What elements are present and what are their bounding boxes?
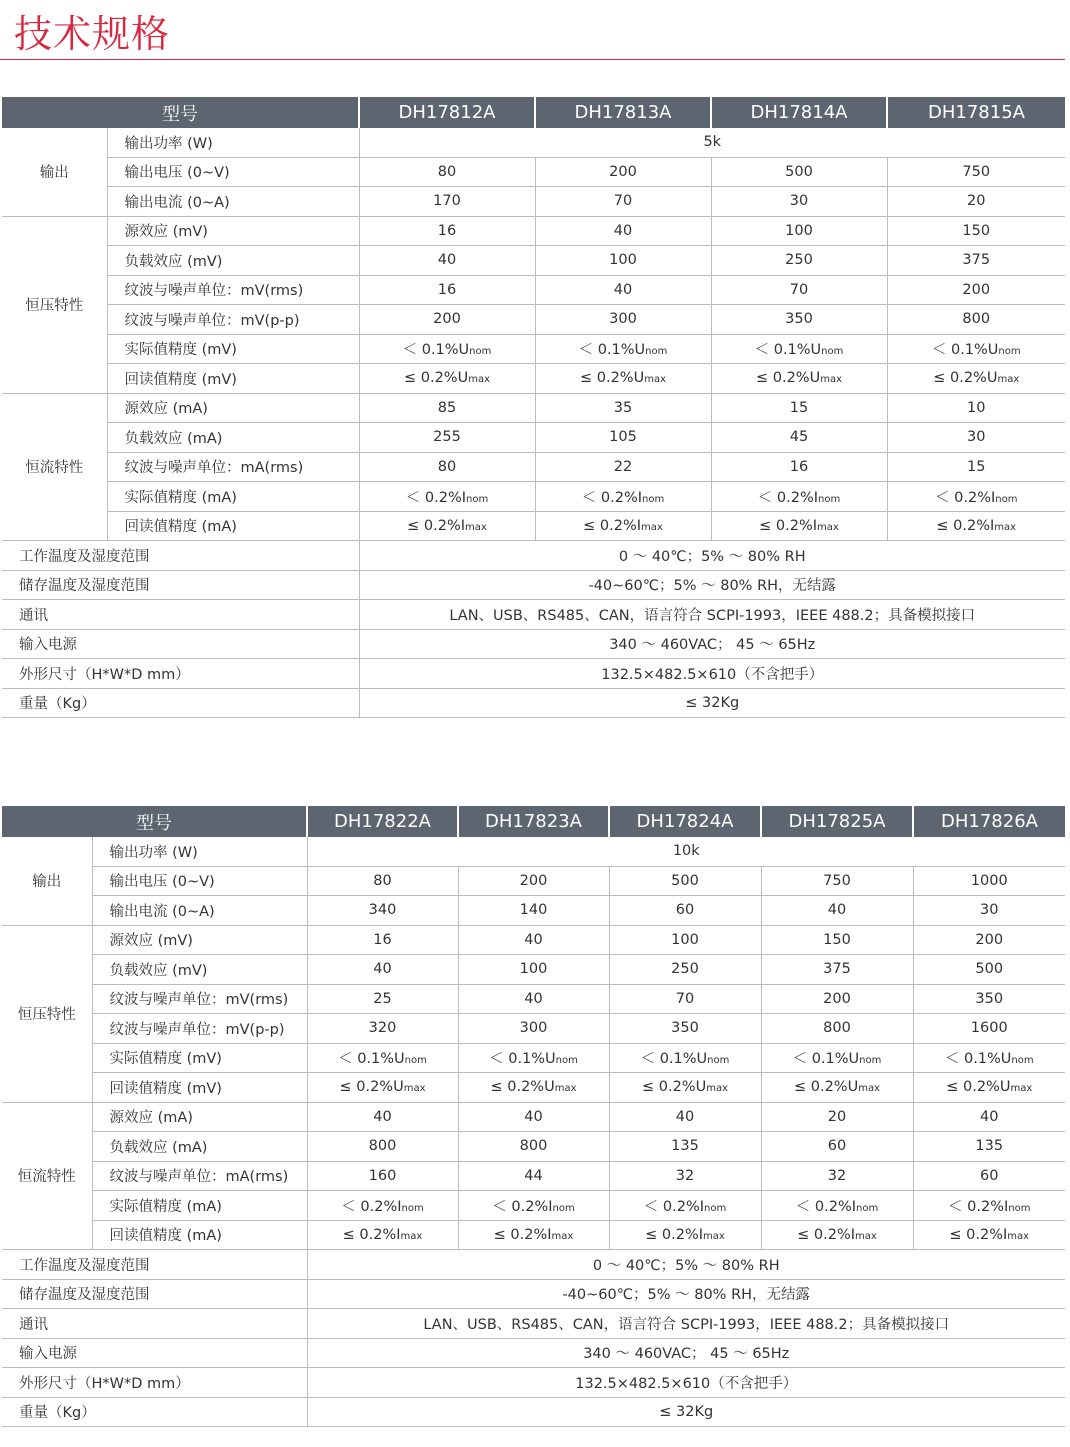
spec-value-cell: 160: [307, 1161, 458, 1191]
value-subscript: nom: [401, 1202, 424, 1214]
spec-label-cell: 负载效应 (mV): [107, 246, 359, 276]
general-label-cell: 工作温度及湿度范围: [2, 541, 359, 571]
value-subscript: max: [641, 521, 663, 533]
spec-label-cell: 纹波与噪声单位：mA(rms): [92, 1161, 307, 1191]
spec-value-cell: 200: [535, 157, 711, 187]
spec-label-cell: 输出功率 (W): [107, 128, 359, 157]
value-subscript: max: [817, 521, 839, 533]
spec-value-cell: 60: [609, 896, 761, 926]
spec-value-cell: 340: [307, 896, 458, 926]
spec-value-cell: 70: [535, 187, 711, 217]
spec-value-cell: 140: [458, 896, 609, 926]
spec-value-cell: 100: [458, 955, 609, 985]
spec-value-cell: 40: [913, 1102, 1065, 1132]
value-subscript: nom: [555, 1055, 578, 1067]
spec-label-cell: 实际值精度 (mV): [92, 1043, 307, 1073]
spec-value-cell: 16: [307, 925, 458, 955]
general-value-cell: 0 ～ 40℃；5% ～ 80% RH: [307, 1250, 1065, 1280]
spec-value-cell: 35: [535, 393, 711, 423]
spec-value-cell: 1000: [913, 866, 1065, 896]
general-value-cell: -40~60℃；5% ～ 80% RH，无结露: [307, 1279, 1065, 1309]
spec-label-cell: 输出电压 (0~V): [107, 157, 359, 187]
general-row: [2, 600, 1065, 630]
spec-row: [2, 984, 1065, 1014]
spec-value-cell: ≤ 0.2%Imax: [307, 1220, 458, 1250]
general-value-cell: LAN、USB、RS485、CAN，语言符合 SCPI-1993，IEEE 488.2；具备模拟接口: [359, 600, 1065, 630]
spec-row: [2, 128, 1065, 157]
value-subscript: max: [403, 1083, 426, 1095]
value-subscript: nom: [645, 346, 668, 358]
general-value-cell: ≤ 32Kg: [307, 1397, 1065, 1427]
spec-value-cell: 250: [711, 246, 887, 276]
spec-row: [2, 334, 1065, 364]
value-subscript: max: [1010, 1083, 1033, 1095]
spec-value-cell: 800: [307, 1132, 458, 1162]
spec-value-cell: 300: [535, 305, 711, 335]
general-label-cell: 储存温度及湿度范围: [2, 1279, 307, 1309]
general-label-cell: 重量（Kg）: [2, 688, 359, 718]
spec-value-cell: ＜ 0.2%Inom: [761, 1191, 913, 1221]
value-subscript: max: [400, 1230, 423, 1242]
spec-value-cell: ＜ 0.1%Unom: [887, 334, 1065, 364]
table-header: [2, 97, 1065, 128]
spec-label-cell: 源效应 (mA): [107, 393, 359, 423]
general-row: [2, 541, 1065, 571]
spec-value-cell: ＜ 0.1%Unom: [458, 1043, 609, 1073]
spec-value-cell: 750: [887, 157, 1065, 187]
spec-row: [2, 305, 1065, 335]
spec-value-cell: 200: [458, 866, 609, 896]
spec-label-cell: 纹波与噪声单位：mV(rms): [92, 984, 307, 1014]
spec-label-cell: 纹波与噪声单位：mV(p-p): [92, 1014, 307, 1044]
value-subscript: nom: [1011, 1055, 1034, 1067]
spec-label-cell: 纹波与噪声单位：mV(rms): [107, 275, 359, 305]
spec-value-cell: 16: [359, 275, 535, 305]
spec-row: [2, 1191, 1065, 1221]
spec-value-cell: 16: [711, 452, 887, 482]
spec-value-cell: 30: [913, 896, 1065, 926]
spec-value-cell: 250: [609, 955, 761, 985]
spec-row: [2, 246, 1065, 276]
spec-value-cell: 1600: [913, 1014, 1065, 1044]
spec-value-cell: ＜ 0.2%Inom: [535, 482, 711, 512]
general-value-cell: LAN、USB、RS485、CAN，语言符合 SCPI-1993，IEEE 488.2；具备模拟接口: [307, 1309, 1065, 1339]
spec-value-cell: ＜ 0.2%Inom: [359, 482, 535, 512]
spec-table-1: [2, 97, 1065, 718]
spec-value-cell: ＜ 0.1%Unom: [609, 1043, 761, 1073]
spec-row: [2, 955, 1065, 985]
general-label-cell: 输入电源: [2, 629, 359, 659]
table-body: [2, 128, 1065, 718]
spec-row: [2, 1161, 1065, 1191]
group-label-cell: 恒流特性: [2, 1102, 92, 1250]
value-subscript: max: [820, 374, 842, 386]
spec-value-cell: ≤ 0.2%Umax: [711, 364, 887, 394]
model-name-cell: DH17814A: [711, 97, 887, 128]
spec-row: [2, 187, 1065, 217]
spec-value-cell: 40: [458, 925, 609, 955]
spec-value-cell: ＜ 0.2%Inom: [609, 1191, 761, 1221]
spec-value-cell: 375: [761, 955, 913, 985]
general-value-cell: 340 ～ 460VAC； 45 ～ 65Hz: [359, 629, 1065, 659]
spec-value-cell: 800: [761, 1014, 913, 1044]
spec-table-2: [2, 806, 1065, 1427]
spec-value-cell: 40: [307, 955, 458, 985]
spec-value-cell: 100: [535, 246, 711, 276]
spec-value-cell: 32: [761, 1161, 913, 1191]
spec-value-cell: 135: [609, 1132, 761, 1162]
spec-value-cell: 150: [887, 216, 1065, 246]
spec-label-cell: 负载效应 (mA): [107, 423, 359, 453]
spec-value-cell: ≤ 0.2%Imax: [535, 511, 711, 541]
spec-value-cell: 60: [761, 1132, 913, 1162]
spec-value-cell: ≤ 0.2%Umax: [359, 364, 535, 394]
spec-row: [2, 1043, 1065, 1073]
spec-value-cell: 30: [887, 423, 1065, 453]
spec-value-cell: ≤ 0.2%Umax: [913, 1073, 1065, 1103]
general-row: [2, 1368, 1065, 1398]
spec-value-cell: ≤ 0.2%Imax: [359, 511, 535, 541]
spec-row: [2, 1014, 1065, 1044]
spec-value-cell: 350: [711, 305, 887, 335]
general-row: [2, 1279, 1065, 1309]
general-label-cell: 工作温度及湿度范围: [2, 1250, 307, 1280]
spec-row: [2, 1073, 1065, 1103]
title-divider: [0, 59, 1065, 60]
spec-value-cell: 200: [359, 305, 535, 335]
value-subscript: max: [994, 521, 1017, 533]
model-name-cell: DH17823A: [458, 806, 609, 837]
spec-value-cell: 200: [913, 925, 1065, 955]
spec-row: [2, 837, 1065, 866]
spec-label-cell: 输出电压 (0~V): [92, 866, 307, 896]
spec-value-cell: 100: [609, 925, 761, 955]
spec-span-value-cell: 10k: [307, 837, 1065, 866]
spec-value-cell: ≤ 0.2%Imax: [458, 1220, 609, 1250]
spec-value-cell: 20: [761, 1102, 913, 1132]
model-name-cell: DH17815A: [887, 97, 1065, 128]
group-label-cell: 恒流特性: [2, 393, 107, 541]
model-name-cell: DH17824A: [609, 806, 761, 837]
value-subscript: max: [997, 374, 1020, 386]
general-value-cell: 132.5×482.5×610（不含把手）: [359, 659, 1065, 689]
value-subscript: nom: [995, 493, 1018, 505]
general-label-cell: 外形尺寸（H*W*D mm）: [2, 659, 359, 689]
spec-value-cell: ＜ 0.2%Inom: [458, 1191, 609, 1221]
general-row: [2, 1250, 1065, 1280]
general-label-cell: 外形尺寸（H*W*D mm）: [2, 1368, 307, 1398]
table-body: [2, 837, 1065, 1427]
spec-value-cell: 25: [307, 984, 458, 1014]
spec-row: [2, 1102, 1065, 1132]
spec-value-cell: ≤ 0.2%Umax: [887, 364, 1065, 394]
spec-row: [2, 866, 1065, 896]
value-subscript: nom: [1008, 1202, 1031, 1214]
spec-value-cell: ≤ 0.2%Imax: [761, 1220, 913, 1250]
spec-value-cell: ≤ 0.2%Imax: [913, 1220, 1065, 1250]
spec-value-cell: 32: [609, 1161, 761, 1191]
spec-label-cell: 源效应 (mA): [92, 1102, 307, 1132]
spec-label-cell: 输出功率 (W): [92, 837, 307, 866]
general-label-cell: 输入电源: [2, 1338, 307, 1368]
spec-value-cell: 40: [458, 1102, 609, 1132]
spec-value-cell: 350: [913, 984, 1065, 1014]
spec-value-cell: 10: [887, 393, 1065, 423]
value-subscript: nom: [466, 493, 489, 505]
spec-label-cell: 回读值精度 (mV): [107, 364, 359, 394]
value-subscript: max: [706, 1083, 728, 1095]
general-row: [2, 570, 1065, 600]
general-value-cell: 132.5×482.5×610（不含把手）: [307, 1368, 1065, 1398]
spec-value-cell: ＜ 0.2%Inom: [913, 1191, 1065, 1221]
value-subscript: nom: [707, 1055, 730, 1067]
spec-value-cell: ＜ 0.1%Unom: [761, 1043, 913, 1073]
spec-value-cell: ≤ 0.2%Umax: [307, 1073, 458, 1103]
group-label-cell: 输出: [2, 128, 107, 216]
spec-value-cell: 255: [359, 423, 535, 453]
spec-value-cell: ＜ 0.2%Inom: [887, 482, 1065, 512]
value-subscript: nom: [859, 1055, 882, 1067]
value-subscript: max: [468, 374, 490, 386]
general-value-cell: 0 ～ 40℃；5% ～ 80% RH: [359, 541, 1065, 571]
spec-value-cell: 40: [609, 1102, 761, 1132]
table-header: [2, 806, 1065, 837]
spec-value-cell: 45: [711, 423, 887, 453]
value-subscript: nom: [552, 1202, 575, 1214]
value-subscript: nom: [818, 493, 841, 505]
spec-label-cell: 实际值精度 (mA): [92, 1191, 307, 1221]
spec-value-cell: 80: [359, 452, 535, 482]
general-row: [2, 659, 1065, 689]
spec-value-cell: 375: [887, 246, 1065, 276]
spec-value-cell: 40: [307, 1102, 458, 1132]
spec-value-cell: 40: [535, 216, 711, 246]
spec-value-cell: ＜ 0.1%Unom: [711, 334, 887, 364]
spec-value-cell: 16: [359, 216, 535, 246]
value-subscript: max: [465, 521, 487, 533]
general-row: [2, 688, 1065, 718]
spec-value-cell: 40: [535, 275, 711, 305]
spec-row: [2, 275, 1065, 305]
spec-label-cell: 纹波与噪声单位：mA(rms): [107, 452, 359, 482]
model-name-cell: DH17822A: [307, 806, 458, 837]
spec-value-cell: ≤ 0.2%Umax: [535, 364, 711, 394]
spec-row: [2, 1220, 1065, 1250]
model-name-cell: DH17825A: [761, 806, 913, 837]
general-label-cell: 重量（Kg）: [2, 1397, 307, 1427]
spec-label-cell: 负载效应 (mA): [92, 1132, 307, 1162]
value-subscript: nom: [856, 1202, 879, 1214]
spec-row: [2, 157, 1065, 187]
model-name-cell: DH17812A: [359, 97, 535, 128]
spec-row: [2, 482, 1065, 512]
spec-value-cell: ≤ 0.2%Imax: [711, 511, 887, 541]
spec-value-cell: 60: [913, 1161, 1065, 1191]
model-label-cell: 型号: [2, 806, 307, 837]
spec-value-cell: 320: [307, 1014, 458, 1044]
spec-value-cell: 150: [761, 925, 913, 955]
spec-span-value-cell: 5k: [359, 128, 1065, 157]
spec-value-cell: 85: [359, 393, 535, 423]
general-label-cell: 通讯: [2, 1309, 307, 1339]
spec-value-cell: 80: [307, 866, 458, 896]
general-value-cell: 340 ～ 460VAC； 45 ～ 65Hz: [307, 1338, 1065, 1368]
spec-label-cell: 回读值精度 (mA): [92, 1220, 307, 1250]
spec-row: [2, 216, 1065, 246]
spec-row: [2, 393, 1065, 423]
header-row: [2, 97, 1065, 128]
general-row: [2, 1309, 1065, 1339]
general-row: [2, 1338, 1065, 1368]
page-title: 技术规格: [14, 12, 171, 56]
value-subscript: max: [1007, 1230, 1030, 1242]
spec-value-cell: 40: [761, 896, 913, 926]
spec-value-cell: ＜ 0.1%Unom: [535, 334, 711, 364]
general-label-cell: 通讯: [2, 600, 359, 630]
spec-value-cell: 300: [458, 1014, 609, 1044]
spec-value-cell: 40: [359, 246, 535, 276]
spec-row: [2, 511, 1065, 541]
spec-value-cell: 200: [761, 984, 913, 1014]
model-name-cell: DH17826A: [913, 806, 1065, 837]
spec-value-cell: 350: [609, 1014, 761, 1044]
model-name-cell: DH17813A: [535, 97, 711, 128]
value-subscript: nom: [998, 346, 1021, 358]
value-subscript: max: [858, 1083, 880, 1095]
general-label-cell: 储存温度及湿度范围: [2, 570, 359, 600]
value-subscript: nom: [821, 346, 844, 358]
spec-value-cell: 500: [711, 157, 887, 187]
spec-label-cell: 回读值精度 (mA): [107, 511, 359, 541]
spec-value-cell: 22: [535, 452, 711, 482]
general-value-cell: -40~60℃；5% ～ 80% RH，无结露: [359, 570, 1065, 600]
spec-value-cell: ＜ 0.2%Inom: [307, 1191, 458, 1221]
spec-value-cell: 44: [458, 1161, 609, 1191]
spec-value-cell: 40: [458, 984, 609, 1014]
spec-label-cell: 纹波与噪声单位：mV(p-p): [107, 305, 359, 335]
general-value-cell: ≤ 32Kg: [359, 688, 1065, 718]
spec-value-cell: ＜ 0.2%Inom: [711, 482, 887, 512]
spec-value-cell: 15: [711, 393, 887, 423]
value-subscript: max: [703, 1230, 725, 1242]
spec-label-cell: 实际值精度 (mV): [107, 334, 359, 364]
spec-value-cell: 20: [887, 187, 1065, 217]
spec-value-cell: ≤ 0.2%Umax: [761, 1073, 913, 1103]
value-subscript: nom: [642, 493, 665, 505]
spec-value-cell: 105: [535, 423, 711, 453]
spec-value-cell: 135: [913, 1132, 1065, 1162]
spec-row: [2, 423, 1065, 453]
spec-row: [2, 896, 1065, 926]
spec-label-cell: 实际值精度 (mA): [107, 482, 359, 512]
value-subscript: nom: [704, 1202, 727, 1214]
spec-label-cell: 输出电流 (0~A): [92, 896, 307, 926]
model-label-cell: 型号: [2, 97, 359, 128]
spec-value-cell: 500: [913, 955, 1065, 985]
group-label-cell: 输出: [2, 837, 92, 925]
spec-row: [2, 452, 1065, 482]
spec-label-cell: 负载效应 (mV): [92, 955, 307, 985]
value-subscript: max: [644, 374, 666, 386]
header-row: [2, 806, 1065, 837]
spec-row: [2, 925, 1065, 955]
spec-value-cell: ＜ 0.1%Unom: [307, 1043, 458, 1073]
spec-value-cell: 70: [609, 984, 761, 1014]
value-subscript: max: [554, 1083, 577, 1095]
group-label-cell: 恒压特性: [2, 216, 107, 393]
spec-value-cell: 15: [887, 452, 1065, 482]
spec-value-cell: ＜ 0.1%Unom: [359, 334, 535, 364]
spec-value-cell: 100: [711, 216, 887, 246]
spec-value-cell: ≤ 0.2%Imax: [887, 511, 1065, 541]
spec-value-cell: ≤ 0.2%Umax: [609, 1073, 761, 1103]
spec-row: [2, 1132, 1065, 1162]
spec-value-cell: 800: [887, 305, 1065, 335]
spec-value-cell: 500: [609, 866, 761, 896]
spec-label-cell: 源效应 (mV): [92, 925, 307, 955]
group-label-cell: 恒压特性: [2, 925, 92, 1102]
value-subscript: nom: [469, 346, 492, 358]
spec-row: [2, 364, 1065, 394]
spec-value-cell: 30: [711, 187, 887, 217]
spec-value-cell: 80: [359, 157, 535, 187]
spec-value-cell: ≤ 0.2%Imax: [609, 1220, 761, 1250]
spec-value-cell: ≤ 0.2%Umax: [458, 1073, 609, 1103]
general-row: [2, 1397, 1065, 1427]
spec-value-cell: 70: [711, 275, 887, 305]
value-subscript: nom: [404, 1055, 427, 1067]
spec-label-cell: 输出电流 (0~A): [107, 187, 359, 217]
spec-label-cell: 源效应 (mV): [107, 216, 359, 246]
spec-value-cell: 800: [458, 1132, 609, 1162]
general-row: [2, 629, 1065, 659]
spec-value-cell: ＜ 0.1%Unom: [913, 1043, 1065, 1073]
spec-value-cell: 170: [359, 187, 535, 217]
value-subscript: max: [551, 1230, 574, 1242]
spec-value-cell: 200: [887, 275, 1065, 305]
spec-label-cell: 回读值精度 (mV): [92, 1073, 307, 1103]
spec-value-cell: 750: [761, 866, 913, 896]
value-subscript: max: [855, 1230, 877, 1242]
